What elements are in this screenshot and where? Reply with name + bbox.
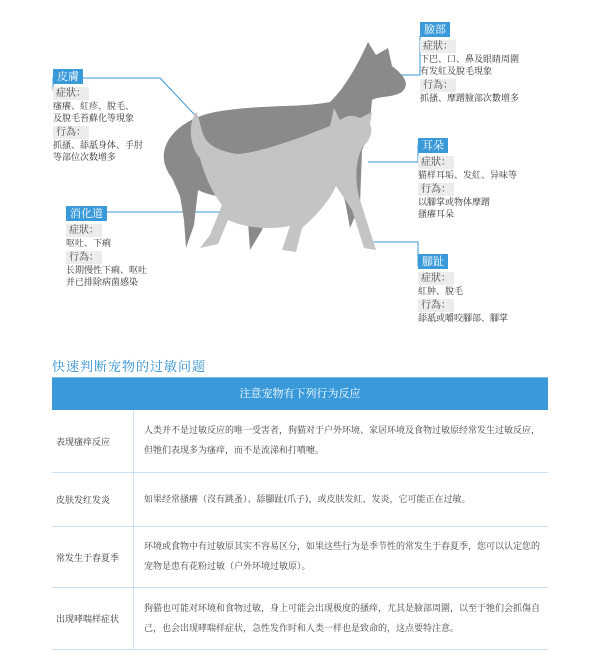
callout-paw	[418, 254, 508, 325]
behavior-text: 抓搔、摩蹭臉部次數增多	[420, 94, 520, 104]
section-title: 快速判断宠物的过敏问题	[52, 360, 207, 375]
callout-ear	[418, 138, 517, 221]
row-description: 如果经常搔癢（沒有跳蚤）、舔腳趾(爪子)，或皮肤发紅、发炎，它可能正在过敏。	[144, 494, 471, 505]
behavior-text: 长期慢性下痢、呕吐	[66, 266, 148, 276]
row-description: 狗猫也可能对环境和食物过敏，身上可能会出现极度的搔痒，尤其是臉部周圍，以至于牠们会抓傷自己，也会出现哮喘样症状，急性发作时和人类一样也是致命的，这点要特注意。	[144, 603, 541, 634]
symptom-text: 及脫毛苔蘚化等現象	[53, 114, 135, 124]
connector-ear	[368, 145, 418, 162]
table-row	[52, 410, 548, 473]
callout-face	[420, 22, 519, 105]
symptom-label: 症狀：	[53, 87, 89, 100]
behavior-text: 舔舐或嚼咬腳部、腳掌	[418, 314, 509, 324]
row-label: 出现哮喘样症状	[52, 588, 134, 649]
symptom-label: 症狀：	[418, 272, 454, 285]
behavior-text: 搔癢耳朵	[418, 210, 455, 220]
row-label: 表现瘙痒反应	[52, 410, 134, 472]
symptom-text: 下巴、口、鼻及眼睛周圍	[420, 55, 520, 65]
row-label: 常发生于春夏季	[52, 527, 134, 587]
behavior-label: 行為：	[418, 183, 454, 196]
callout-tag: 耳朵	[418, 138, 448, 153]
behavior-text: 等部位次数增多	[53, 153, 117, 163]
behavior-table	[52, 377, 548, 650]
table-row	[52, 588, 548, 650]
callout-digestion	[66, 206, 147, 289]
symptom-text: 有发紅及脫毛現象	[420, 67, 493, 77]
row-label: 皮肤发红发炎	[52, 473, 134, 526]
connector-paw	[372, 242, 418, 266]
table-row	[52, 527, 548, 588]
symptom-label: 症狀：	[418, 156, 454, 169]
callout-tag: 消化道	[66, 206, 107, 221]
table-header: 注意宠物有下列行为反应	[52, 378, 548, 410]
callout-tag: 皮膚	[53, 69, 83, 84]
row-description: 人类并不是过敏反应的唯一受害者，狗猫对于户外环境、家居环境及食物过敏原经常发生过敏反应，但牠们表现多为瘙痒，而不是流涕和打噴嚏。	[144, 426, 541, 456]
table-row	[52, 473, 548, 527]
symptom-text: 猫样耳垢、发紅、异味等	[418, 171, 518, 181]
behavior-label: 行為：	[53, 126, 89, 139]
behavior-label: 行為：	[66, 251, 102, 264]
symptom-text: 瘙癢、紅疹、脫毛、	[53, 102, 135, 112]
behavior-text: 以腳掌或物体摩蹭	[418, 198, 491, 208]
behavior-label: 行為：	[420, 79, 456, 92]
symptom-text: 呕吐、下痢	[66, 239, 112, 249]
callout-tag: 臉部	[420, 22, 450, 37]
behavior-text: 抓搔、舔舐身体、手肘	[53, 141, 144, 151]
behavior-label: 行為：	[418, 299, 454, 312]
symptom-text: 紅肿、脫毛	[418, 287, 464, 297]
callout-skin	[53, 69, 143, 164]
symptom-label: 症狀：	[66, 224, 102, 237]
symptom-label: 症狀：	[420, 40, 456, 53]
row-description: 环境或食物中有过敏原其实不容易区分，如果这些行为是季节性的常发生于春夏季，您可以认定您的宠物是患有花粉过敏（户外环境过敏原）。	[144, 542, 541, 572]
callout-tag: 腳趾	[418, 254, 448, 269]
behavior-text: 并已排除病菌感染	[66, 278, 139, 288]
